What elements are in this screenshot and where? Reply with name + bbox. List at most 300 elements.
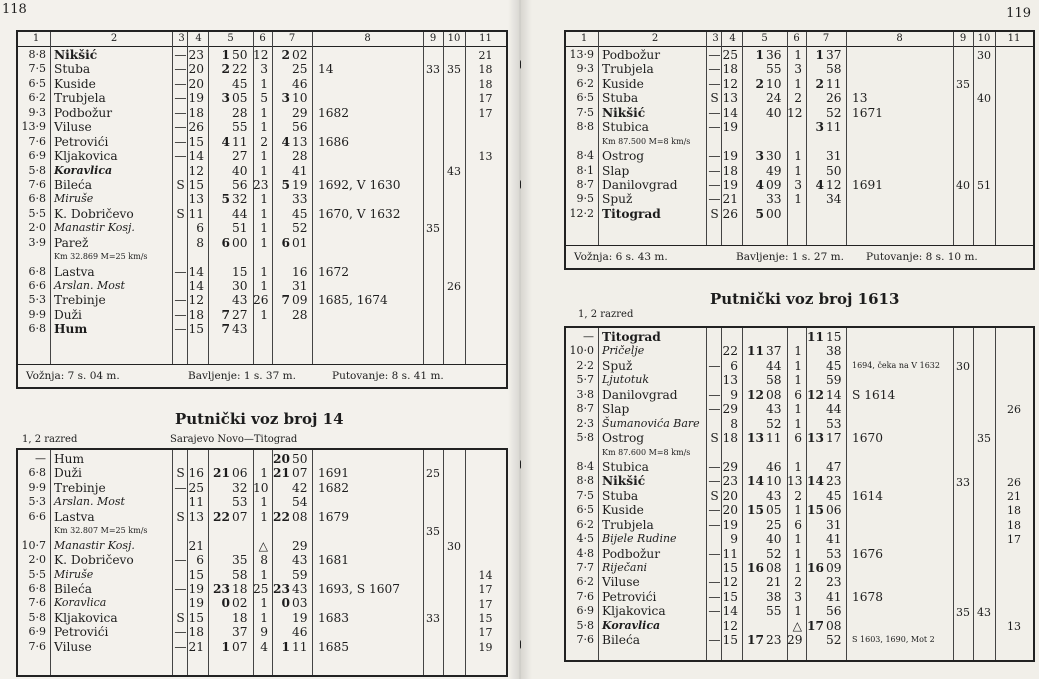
run-minutes-cell: 19 bbox=[188, 91, 204, 106]
station-name: Manastir Kosj. bbox=[54, 538, 135, 552]
side-column-value: 18 bbox=[1007, 518, 1021, 532]
table-row bbox=[566, 503, 1033, 517]
station-name: Kuside bbox=[602, 76, 644, 91]
run-minutes-cell: 29 bbox=[722, 459, 738, 474]
side-column-value: 33 bbox=[956, 475, 970, 489]
departure-hour-cell: 13 bbox=[807, 431, 824, 446]
departure-minute-cell: 52 bbox=[826, 105, 842, 120]
connections-cell: 1686 bbox=[318, 134, 350, 149]
side-column-value: 33 bbox=[426, 611, 440, 625]
connections-cell: 1685, 1674 bbox=[318, 293, 388, 308]
connections-cell: 1679 bbox=[318, 509, 350, 524]
arrival-minute-cell: 33 bbox=[766, 192, 782, 207]
run-minutes-cell: 19 bbox=[722, 149, 738, 164]
departure-minute-cell: 42 bbox=[292, 480, 308, 495]
arrival-minute-cell: 35 bbox=[232, 553, 248, 568]
arrival-minute-cell: 22 bbox=[232, 62, 248, 77]
km-cell: 6·9 bbox=[28, 625, 46, 639]
run-minutes-cell: 20 bbox=[188, 62, 204, 77]
arrival-minute-cell: 05 bbox=[766, 503, 782, 518]
departure-hour-cell: 2 bbox=[815, 76, 824, 91]
station-name: Kljakovica bbox=[602, 604, 666, 619]
departure-minute-cell: 26 bbox=[826, 91, 842, 106]
departure-minute-cell: 47 bbox=[826, 459, 842, 474]
run-minutes-cell: 14 bbox=[188, 149, 204, 164]
km-cell: 6·5 bbox=[576, 503, 594, 517]
run-minutes-cell: 19 bbox=[722, 120, 738, 135]
departure-hour-cell: 17 bbox=[807, 618, 824, 633]
arrival-minute-cell: 49 bbox=[766, 163, 782, 178]
side-column-value: 17 bbox=[1007, 533, 1021, 547]
table-row bbox=[566, 575, 1033, 589]
km-cell: 6·5 bbox=[28, 76, 46, 90]
departure-minute-cell: 41 bbox=[826, 589, 842, 604]
arrival-minute-cell: 02 bbox=[232, 596, 248, 611]
stop-type-cell: — bbox=[174, 91, 187, 106]
binding-staple-icon bbox=[520, 460, 521, 469]
run-minutes-cell: 18 bbox=[722, 163, 738, 178]
dwell-cell: 2 bbox=[260, 134, 268, 149]
departure-minute-cell: 52 bbox=[826, 633, 842, 648]
run-minutes-cell: 15 bbox=[188, 134, 204, 149]
dwell-cell: 1 bbox=[260, 495, 268, 510]
table-row bbox=[566, 561, 1033, 575]
table-row bbox=[18, 582, 506, 596]
run-minutes-cell: 18 bbox=[722, 62, 738, 77]
stop-type-cell: S bbox=[176, 610, 185, 625]
run-minutes-cell: 15 bbox=[188, 177, 204, 192]
side-column-value: 21 bbox=[478, 49, 493, 62]
arrival-minute-cell: 08 bbox=[766, 387, 782, 402]
side-column-value: 26 bbox=[447, 280, 461, 294]
run-minutes-cell: 14 bbox=[188, 279, 204, 293]
dwell-cell: 1 bbox=[260, 206, 268, 221]
connections-cell: 1685 bbox=[318, 639, 350, 654]
arrival-hour-cell: 3 bbox=[221, 91, 230, 106]
side-column-value: 17 bbox=[478, 597, 493, 611]
departure-minute-cell: 45 bbox=[826, 358, 842, 373]
station-name: Lastva bbox=[54, 509, 95, 524]
table-row bbox=[18, 178, 506, 192]
class-label: 1, 2 razred bbox=[578, 309, 634, 320]
km-cell: 8·8 bbox=[576, 474, 594, 488]
km-cell: 6·6 bbox=[28, 509, 46, 523]
departure-hour-cell: 3 bbox=[815, 120, 824, 135]
run-minutes-cell: 12 bbox=[188, 163, 204, 178]
run-minutes-cell: 25 bbox=[722, 48, 738, 62]
stop-type-cell: — bbox=[708, 120, 721, 135]
departure-hour-cell: 23 bbox=[273, 581, 290, 596]
table-row bbox=[566, 91, 1033, 105]
station-name: Slap bbox=[602, 402, 630, 417]
km-cell: 9·5 bbox=[576, 192, 594, 206]
side-column-value: 40 bbox=[956, 179, 970, 193]
dwell-cell: 1 bbox=[794, 344, 802, 359]
arrival-minute-cell: 40 bbox=[232, 163, 248, 178]
run-minutes-cell: 25 bbox=[188, 480, 204, 495]
table-row bbox=[566, 207, 1033, 221]
travel-summary bbox=[18, 364, 506, 387]
dwell-cell: 1 bbox=[260, 105, 268, 120]
column-number: 11 bbox=[1007, 33, 1021, 44]
table-row bbox=[566, 344, 1033, 358]
side-column-value: 35 bbox=[977, 432, 991, 446]
column-number: 9 bbox=[429, 33, 437, 44]
station-name: Nikšić bbox=[602, 105, 646, 120]
station-name: Km 32.869 M=25 km/s bbox=[54, 252, 148, 262]
arrival-minute-cell: 27 bbox=[232, 307, 248, 322]
stop-type-cell: — bbox=[174, 120, 187, 135]
arrival-hour-cell: 2 bbox=[221, 62, 230, 77]
arrival-minute-cell: 37 bbox=[232, 625, 248, 640]
arrival-minute-cell: 38 bbox=[766, 589, 782, 604]
run-minutes-cell: 20 bbox=[722, 488, 738, 503]
table-row bbox=[566, 417, 1033, 431]
arrival-hour-cell: 11 bbox=[747, 344, 764, 359]
departure-minute-cell: 45 bbox=[292, 206, 308, 221]
dwell-cell: 1 bbox=[260, 466, 268, 481]
km-cell: 7·6 bbox=[28, 639, 46, 653]
arrival-minute-cell: 56 bbox=[232, 177, 248, 192]
km-cell: 9·9 bbox=[28, 480, 46, 494]
stop-type-cell: S bbox=[710, 431, 719, 446]
run-minutes-cell: 13 bbox=[722, 91, 738, 106]
arrival-minute-cell: 58 bbox=[232, 567, 248, 582]
km-cell: 6·9 bbox=[28, 149, 46, 163]
binding-staple-icon bbox=[520, 640, 521, 649]
run-minutes-cell: 8 bbox=[196, 235, 204, 250]
side-column-value: 25 bbox=[426, 467, 440, 481]
dwell-cell: 1 bbox=[260, 120, 268, 135]
side-column-value: 17 bbox=[478, 626, 493, 640]
run-minutes-cell: 12 bbox=[722, 618, 738, 633]
dwell-cell: 1 bbox=[794, 532, 802, 547]
side-column-value: 13 bbox=[478, 150, 493, 164]
stop-type-cell: — bbox=[708, 503, 721, 518]
arrival-minute-cell: 00 bbox=[232, 235, 248, 250]
departure-minute-cell: 46 bbox=[292, 625, 308, 640]
dwell-cell: 1 bbox=[794, 416, 802, 431]
table-row bbox=[566, 135, 1033, 149]
stop-type-cell: — bbox=[174, 553, 187, 568]
stop-type-cell: S bbox=[176, 206, 185, 221]
side-column-value: 33 bbox=[426, 63, 440, 77]
arrival-minute-cell: 37 bbox=[766, 344, 782, 359]
table-row bbox=[566, 633, 1033, 647]
table-row bbox=[566, 62, 1033, 76]
dwell-cell: 1 bbox=[794, 48, 802, 62]
dwell-cell: 1 bbox=[260, 279, 268, 293]
departure-minute-cell: 09 bbox=[826, 561, 842, 575]
connections-cell: 1681 bbox=[318, 553, 350, 568]
stop-type-cell: — bbox=[174, 293, 187, 308]
stop-type-cell: — bbox=[708, 48, 721, 62]
column-number: 2 bbox=[110, 33, 118, 44]
table-row bbox=[18, 106, 506, 120]
table-row bbox=[566, 489, 1033, 503]
km-cell: 5·5 bbox=[28, 567, 46, 581]
table-row bbox=[566, 330, 1033, 344]
column-number: 6 bbox=[259, 33, 266, 44]
table-row bbox=[18, 596, 506, 610]
stop-type-cell: — bbox=[708, 589, 721, 604]
departure-minute-cell: 03 bbox=[292, 596, 308, 611]
station-name: Šumanovića Bare bbox=[602, 416, 700, 430]
stop-type-cell: — bbox=[174, 264, 187, 279]
dwell-cell: 1 bbox=[794, 373, 802, 388]
station-name: Duži bbox=[54, 307, 82, 322]
column-number: 10 bbox=[447, 33, 461, 44]
run-minutes-cell: 11 bbox=[722, 546, 738, 561]
arrival-minute-cell: 25 bbox=[766, 517, 782, 532]
arrival-minute-cell: 58 bbox=[766, 373, 782, 388]
departure-minute-cell: 38 bbox=[826, 344, 842, 359]
run-minutes-cell: 15 bbox=[722, 561, 738, 575]
run-minutes-cell: 18 bbox=[188, 105, 204, 120]
stop-type-cell: S bbox=[176, 177, 185, 192]
km-cell: 6·9 bbox=[576, 604, 594, 618]
station-name: Koravlica bbox=[602, 618, 661, 632]
run-minutes-cell: 26 bbox=[722, 206, 738, 221]
dwell-cell: 1 bbox=[794, 402, 802, 417]
arrival-minute-cell: 18 bbox=[232, 610, 248, 625]
stop-type-cell: S bbox=[710, 488, 719, 503]
stop-type-cell: — bbox=[708, 163, 721, 178]
side-column-value: 35 bbox=[956, 77, 970, 91]
arrival-minute-cell: 18 bbox=[232, 581, 248, 596]
arrival-minute-cell: 53 bbox=[232, 495, 248, 510]
station-name: Miruše bbox=[54, 567, 94, 581]
km-cell: 7·6 bbox=[576, 633, 594, 647]
connections-cell: S 1614 bbox=[852, 387, 896, 402]
stop-type-cell: — bbox=[708, 402, 721, 417]
departure-minute-cell: 02 bbox=[292, 48, 308, 62]
departure-minute-cell: 06 bbox=[826, 503, 842, 518]
stop-type-cell: — bbox=[174, 105, 187, 120]
km-cell: 10·7 bbox=[21, 538, 46, 552]
dwell-cell: 1 bbox=[260, 149, 268, 164]
dwell-cell: 3 bbox=[794, 177, 802, 192]
dwell-cell: 1 bbox=[794, 149, 802, 164]
run-minutes-cell: 6 bbox=[196, 221, 204, 236]
dwell-cell: △ bbox=[258, 538, 268, 553]
stop-type-cell: — bbox=[708, 358, 721, 373]
table-row bbox=[566, 547, 1033, 561]
stop-type-cell: — bbox=[708, 633, 721, 648]
km-cell: 2·3 bbox=[576, 416, 594, 430]
run-minutes-cell: 15 bbox=[722, 633, 738, 648]
dwell-cell: △ bbox=[792, 618, 802, 633]
dwell-cell: 12 bbox=[787, 105, 803, 120]
departure-minute-cell: 50 bbox=[826, 163, 842, 178]
departure-hour-cell: 0 bbox=[281, 596, 290, 611]
table-row bbox=[18, 322, 506, 336]
km-cell: 7·5 bbox=[576, 105, 594, 119]
departure-minute-cell: 45 bbox=[826, 488, 842, 503]
station-name: Podbožur bbox=[54, 105, 113, 120]
departure-minute-cell: 14 bbox=[826, 387, 842, 402]
arrival-hour-cell: 1 bbox=[221, 639, 230, 654]
stop-type-cell: — bbox=[708, 149, 721, 164]
table-row bbox=[18, 250, 506, 264]
departure-minute-cell: 34 bbox=[826, 192, 842, 207]
binding-staple-icon bbox=[520, 60, 521, 69]
side-column-value: 19 bbox=[478, 640, 493, 654]
run-minutes-cell: 21 bbox=[722, 192, 738, 207]
timetable-top bbox=[564, 30, 1035, 270]
station-name: Lastva bbox=[54, 264, 95, 279]
dwell-cell: 6 bbox=[794, 431, 802, 446]
station-name: Koravlica bbox=[54, 596, 107, 610]
table-row bbox=[18, 308, 506, 322]
station-name: Titograd bbox=[602, 330, 661, 344]
side-column-value: 26 bbox=[1007, 475, 1021, 489]
departure-minute-cell: 52 bbox=[292, 221, 308, 236]
km-cell: 8·1 bbox=[576, 163, 594, 177]
travel-summary bbox=[566, 245, 1033, 268]
dwell-cell: 3 bbox=[794, 589, 802, 604]
dwell-cell: 8 bbox=[260, 553, 268, 568]
km-cell: 10·0 bbox=[569, 344, 594, 358]
km-cell: 6·8 bbox=[28, 192, 46, 206]
connections-cell: 1614 bbox=[852, 488, 884, 503]
km-cell: 5·7 bbox=[576, 373, 594, 387]
departure-minute-cell: 37 bbox=[826, 48, 842, 62]
station-name: Petrovići bbox=[54, 134, 109, 149]
table-row bbox=[566, 192, 1033, 206]
dwell-cell: 1 bbox=[794, 503, 802, 518]
arrival-minute-cell: 06 bbox=[232, 466, 248, 481]
km-cell: 6·8 bbox=[28, 264, 46, 278]
column-number: 4 bbox=[729, 33, 736, 44]
table-row bbox=[18, 48, 506, 62]
stop-type-cell: — bbox=[174, 480, 187, 495]
side-column-value: 35 bbox=[956, 605, 970, 619]
dwell-cell: 1 bbox=[260, 567, 268, 582]
side-column-value: 14 bbox=[478, 568, 493, 582]
run-minutes-cell: 23 bbox=[188, 48, 204, 62]
run-minutes-cell: 14 bbox=[188, 264, 204, 279]
km-cell: — bbox=[35, 452, 46, 465]
departure-minute-cell: 23 bbox=[826, 474, 842, 489]
km-cell: 7·6 bbox=[28, 596, 46, 610]
arrival-hour-cell: 15 bbox=[747, 503, 764, 518]
arrival-minute-cell: 40 bbox=[766, 105, 782, 120]
station-name: Kljakovica bbox=[54, 149, 118, 164]
station-name: Arslan. Most bbox=[54, 279, 125, 292]
table-row bbox=[18, 135, 506, 149]
table-row bbox=[18, 553, 506, 567]
dwell-cell: 1 bbox=[794, 459, 802, 474]
stop-type-cell: — bbox=[174, 639, 187, 654]
station-name: Kuside bbox=[602, 503, 644, 518]
station-name: Slap bbox=[602, 163, 630, 178]
connections-cell: S 1603, 1690, Mot 2 bbox=[852, 635, 935, 645]
side-column-value: 21 bbox=[1007, 489, 1021, 503]
run-minutes-cell: 15 bbox=[188, 610, 204, 625]
dwell-cell: 1 bbox=[794, 163, 802, 178]
station-name: Trubjela bbox=[602, 517, 654, 532]
table-row bbox=[18, 149, 506, 163]
column-number: 7 bbox=[822, 33, 830, 44]
arrival-minute-cell: 07 bbox=[232, 509, 248, 524]
run-minutes-cell: 19 bbox=[188, 581, 204, 596]
arrival-minute-cell: 15 bbox=[232, 264, 248, 279]
side-column-value: 30 bbox=[956, 359, 970, 373]
station-name: Km 87.500 M=8 km/s bbox=[602, 136, 691, 146]
side-column-value: 43 bbox=[977, 605, 991, 619]
km-cell: 13·9 bbox=[21, 120, 46, 134]
km-cell: 3·8 bbox=[576, 387, 594, 401]
table-row bbox=[18, 279, 506, 293]
departure-minute-cell: 33 bbox=[292, 192, 308, 207]
side-column-value: 51 bbox=[977, 179, 991, 193]
departure-minute-cell: 15 bbox=[826, 330, 842, 344]
connections-cell: 1670 bbox=[852, 431, 884, 446]
table-row bbox=[566, 518, 1033, 532]
km-cell: 9·3 bbox=[576, 62, 594, 76]
stop-type-cell: — bbox=[174, 307, 187, 322]
km-cell: 6·5 bbox=[576, 91, 594, 105]
km-cell: 6·8 bbox=[28, 322, 46, 336]
departure-minute-cell: 43 bbox=[292, 553, 308, 568]
arrival-minute-cell: 21 bbox=[766, 575, 782, 590]
column-number: 1 bbox=[580, 33, 588, 44]
train-title: Putnički voz broj 1613 bbox=[710, 290, 900, 308]
station-name: Duži bbox=[54, 466, 82, 481]
station-name: Trubjela bbox=[602, 62, 654, 77]
station-name: Bileća bbox=[54, 177, 93, 192]
departure-minute-cell: 23 bbox=[826, 575, 842, 590]
arrival-minute-cell: 10 bbox=[766, 474, 782, 489]
departure-minute-cell: 31 bbox=[826, 517, 842, 532]
arrival-minute-cell: 00 bbox=[766, 206, 782, 221]
column-header bbox=[566, 32, 1033, 47]
km-cell: 4·5 bbox=[576, 532, 594, 546]
stop-type-cell: — bbox=[708, 76, 721, 91]
run-minutes-cell: 9 bbox=[730, 532, 738, 547]
km-cell: 6·2 bbox=[576, 76, 594, 90]
column-number: 5 bbox=[761, 33, 768, 44]
departure-minute-cell: 41 bbox=[292, 163, 308, 178]
departure-minute-cell: 09 bbox=[292, 293, 308, 308]
station-name: Manastir Kosj. bbox=[54, 221, 135, 235]
connections-cell: 1693, S 1607 bbox=[318, 581, 401, 596]
arrival-minute-cell: 45 bbox=[232, 76, 248, 91]
station-name: Titograd bbox=[602, 206, 661, 221]
arrival-minute-cell: 10 bbox=[766, 76, 782, 91]
dwell-cell: 3 bbox=[260, 62, 268, 77]
km-cell: 2·2 bbox=[576, 358, 594, 372]
departure-minute-cell: 31 bbox=[292, 279, 308, 293]
station-name: Kljakovica bbox=[54, 610, 118, 625]
column-number: 6 bbox=[793, 33, 800, 44]
departure-hour-cell: 4 bbox=[815, 177, 824, 192]
page-number: 118 bbox=[2, 2, 27, 17]
station-name: Petrovići bbox=[602, 589, 657, 604]
run-minutes-cell: 19 bbox=[722, 517, 738, 532]
departure-minute-cell: 54 bbox=[292, 495, 308, 510]
departure-minute-cell: 58 bbox=[826, 62, 842, 77]
arrival-hour-cell: 4 bbox=[755, 177, 764, 192]
station-name: Podbožur bbox=[602, 546, 661, 561]
station-name: Stuba bbox=[602, 91, 639, 106]
station-name: Koravlica bbox=[54, 163, 113, 177]
departure-minute-cell: 11 bbox=[826, 120, 842, 135]
connections-cell: 1676 bbox=[852, 546, 884, 561]
station-name: Podbožur bbox=[602, 48, 661, 62]
table-row bbox=[566, 106, 1033, 120]
